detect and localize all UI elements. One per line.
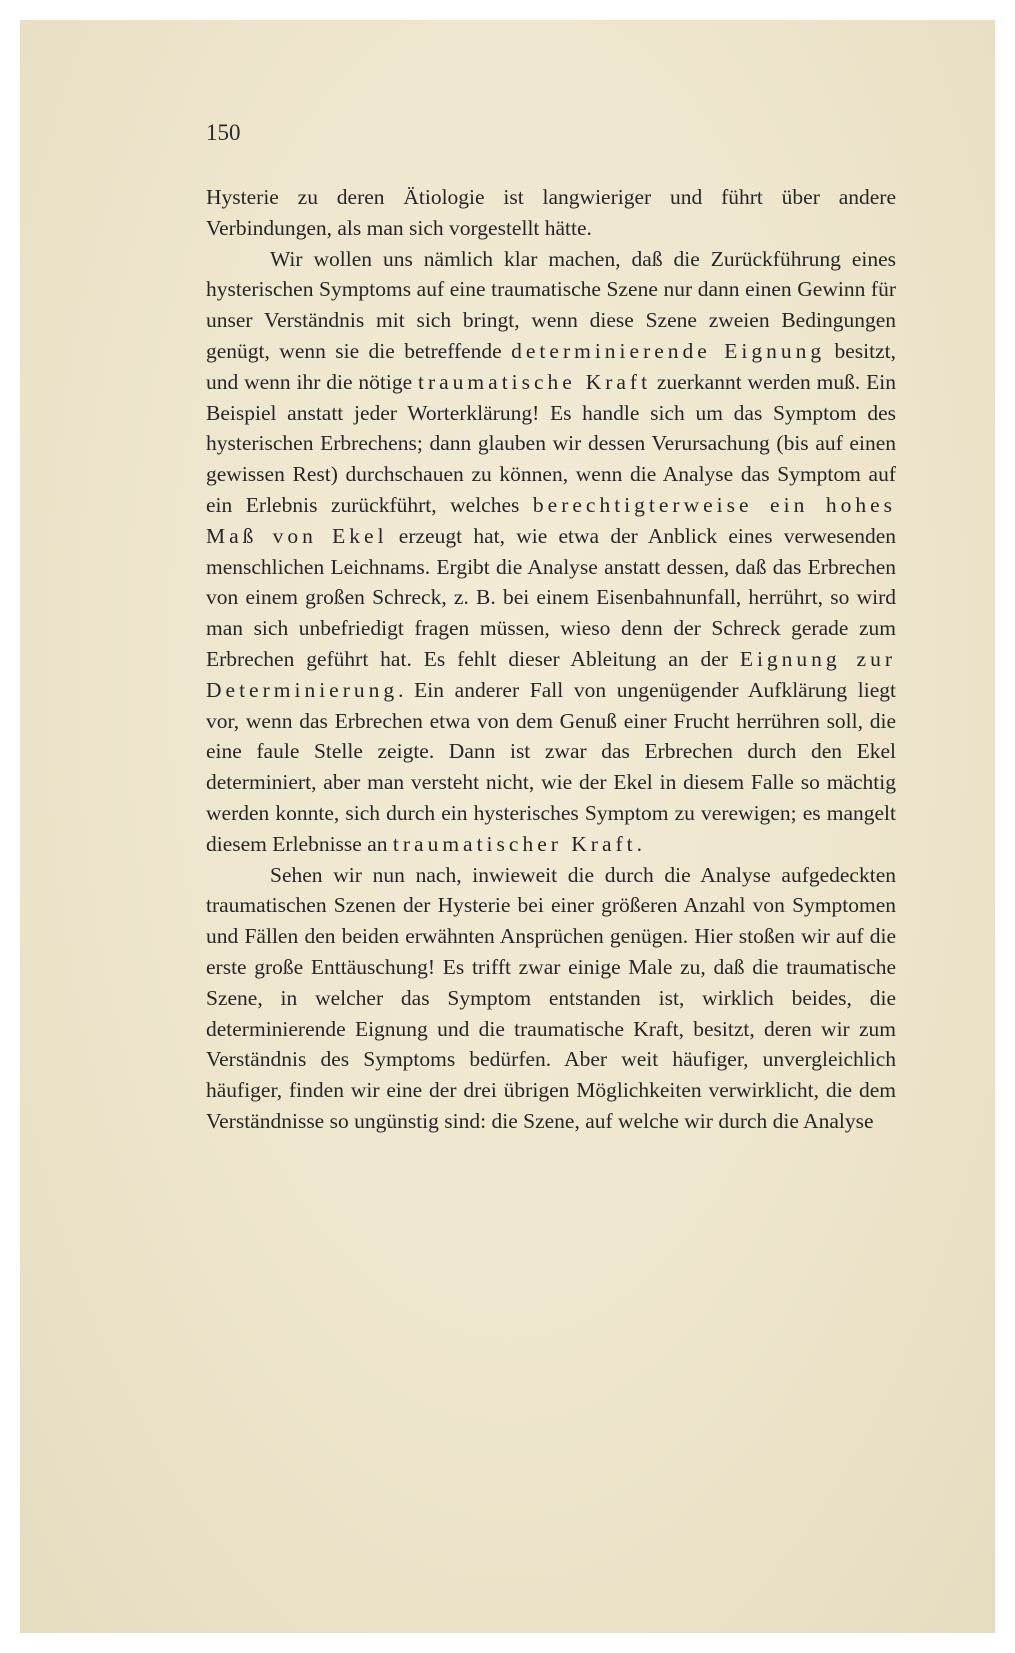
paragraph-3	[206, 860, 896, 1137]
text-run: Hysterie zu deren Ätiologie ist langwieriger und führt über andere Verbindungen, als man sich vorgestellt hätte.	[206, 185, 896, 240]
emphasis-spaced: traumatische Kraft	[418, 369, 652, 394]
text-run: zuerkannt werden muß. Ein Beispiel anstatt jeder Worterklärung! Es handle sich um das Symptom des hysterischen Erbrechens; dann glauben wir dessen Verursachung (bis auf einen gewissen Rest) durchschauen zu können, wenn die Analyse das Symptom auf ein Erlebnis zurückführt, welches	[206, 369, 896, 517]
book-page	[20, 20, 995, 1633]
emphasis-spaced: berechtigterweise ein hohes Maß von Ekel	[206, 492, 897, 548]
text-run: .	[636, 831, 643, 856]
paragraph-1	[206, 182, 896, 244]
emphasis-spaced: traumatischer Kraft	[392, 831, 637, 856]
body-text	[206, 182, 896, 1137]
text-run: Wir wollen uns nämlich klar machen, daß die Zurückführung eines hysterischen Symptoms auf eine traumatische Szene nur dann einen Gewinn für unser Verständnis mit sich bringt, wenn diese Szene zweien Bedingungen genügt, wenn sie die betreffende	[206, 246, 896, 363]
text-run: erzeugt hat, wie etwa der Anblick eines verwesenden menschlichen Leichnams. Ergibt die Analyse anstatt dessen, daß das Erbrechen von einem großen Schreck, z. B. bei einem Eisenbahnunfall, herrührt, so wird man sich unbefriedigt fragen müssen, wieso denn der Schreck gerade zum Erbrechen geführt hat. Es fehlt dieser Ableitung an der	[206, 523, 897, 671]
emphasis-spaced: Eignung zur Determinierung	[206, 646, 897, 702]
page-number: 150	[206, 120, 241, 145]
emphasis-spaced: determinierende Eignung	[511, 338, 826, 363]
text-run: Sehen wir nun nach, inwieweit die durch die Analyse aufgedeckten traumatischen Szenen der Hysterie bei einer größeren Anzahl von Symptomen und Fällen den beiden erwähnten Ansprüchen genügen. Hier stoßen wir auf die erste große Enttäuschung! Es trifft zwar einige Male zu, daß die traumatische Szene, in welcher das Symptom entstanden ist, wirklich beides, die determinierende Eignung und die traumatische Kraft, besitzt, deren wir zum Verständnis des Symptoms bedürfen. Aber weit häufiger, unvergleichlich häufiger, finden wir eine der drei übrigen Möglichkeiten verwirklicht, die dem Verständnisse so ungünstig sind: die Szene, auf welche wir durch die Analyse	[206, 862, 896, 1133]
paragraph-2	[206, 244, 896, 860]
text-run: . Ein anderer Fall von ungenügender Aufklärung liegt vor, wenn das Erbrechen etwa von dem Genuß einer Frucht herrühren soll, die eine faule Stelle zeigte. Dann ist zwar das Erbrechen durch den Ekel determiniert, aber man versteht nicht, wie der Ekel in diesem Falle so mächtig werden konnte, sich durch ein hysterisches Symptom zu verewigen; es mangelt diesem Erlebnisse an	[206, 677, 896, 856]
text-run: besitzt, und wenn ihr die nötige	[206, 338, 896, 394]
